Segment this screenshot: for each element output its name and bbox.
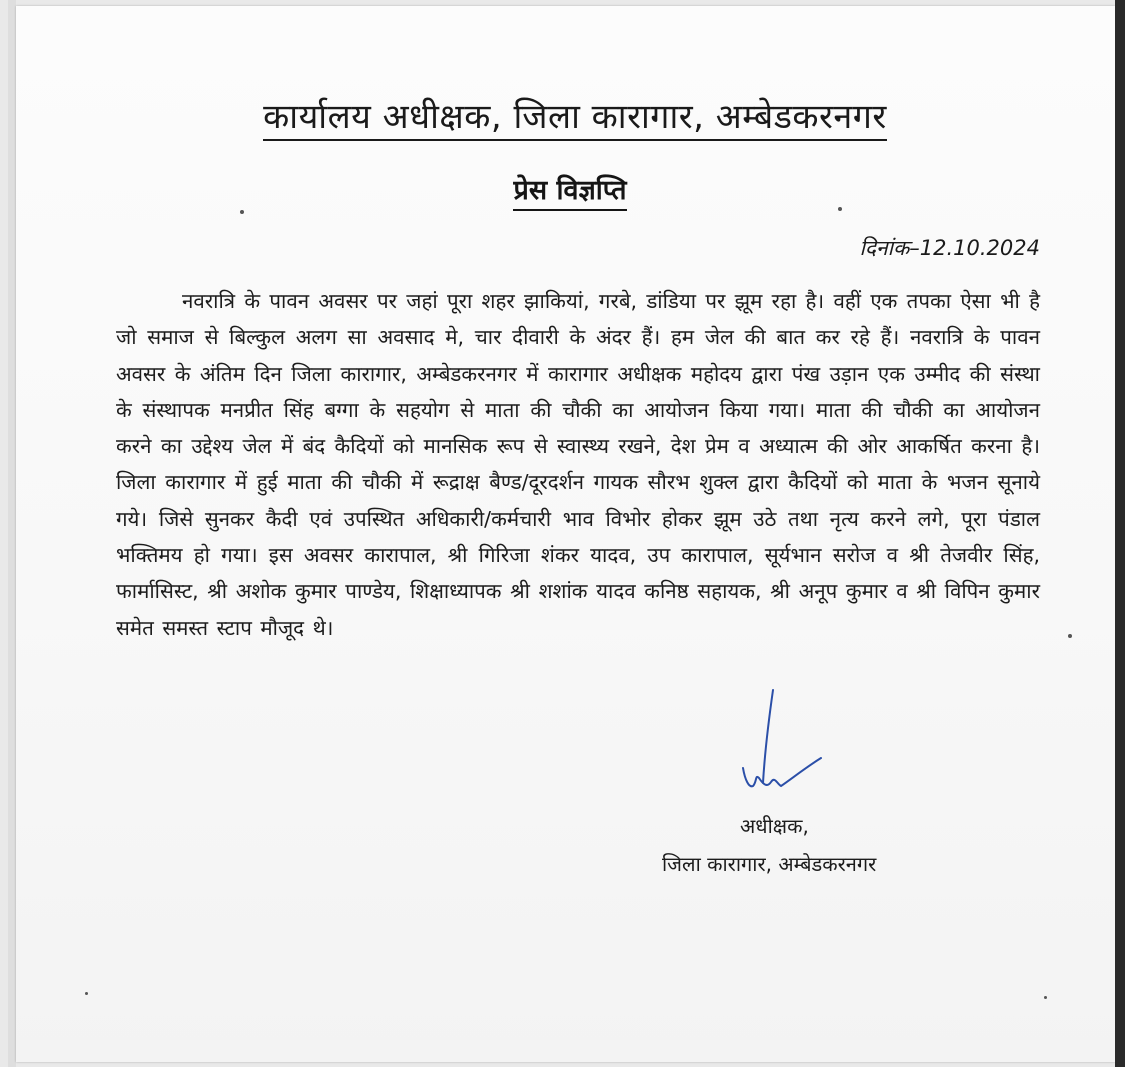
press-release-title-text: प्रेस विज्ञप्ति xyxy=(513,175,626,211)
press-release-title xyxy=(0,170,1125,207)
signatory-office: जिला कारागार, अम्बेडकरनगर xyxy=(662,852,877,876)
paper-speck xyxy=(838,207,842,211)
document-date: दिनांक–12.10.2024 xyxy=(859,236,1040,260)
press-release-body: नवरात्रि के पावन अवसर पर जहां पूरा शहर झाकियां, गरबे, डांडिया पर झूम रहा है। वहीं एक तपका ऐसा भी है जो समाज से बिल्कुल अलग सा अवसाद मे, चार दीवारी के अंदर हैं। हम जेल की बात कर रहे हैं। नवरात्रि के पावन अवसर के अंतिम दिन जिला कारागार, अम्बेडकरनगर में कारागार अधीक्षक महोदय द्वारा पंख उड़ान एक उम्मीद की संस्था के संस्थापक मनप्रीत सिंह बग्गा के सहयोग से माता की चौकी का आयोजन किया गया। माता की चौकी का आयोजन करने का उद्देश्य जेल में बंद कैदियों को मानसिक रूप से स्वास्थ्य रखने, देश प्रेम व अध्यात्म की ओर आकर्षित करना है। जिला कारागार में हुई माता की चौकी में रूद्राक्ष बैण्ड/दूरदर्शन गायक सौरभ शुक्ल द्वारा कैदियों को माता के भजन सूनाये गये। जिसे सुनकर कैदी एवं उपस्थित अधिकारी/कर्मचारी भाव विभोर होकर झूम उठे तथा नृत्य करने लगे, पूरा पंडाल भक्तिमय हो गया। इस अवसर कारापाल, श्री गिरिजा शंकर यादव, उप कारापाल, सूर्यभान सरोज व श्री तेजवीर सिंह, फार्मासिस्ट, श्री अशोक कुमार पाण्डेय, शिक्षाध्यापक श्री शशांक यादव कनिष्ठ सहायक, श्री अनूप कुमार व श्री विपिन कुमार समेत समस्त स्टाप मौजूद थे। xyxy=(116,289,1040,640)
paper-speck xyxy=(85,992,88,995)
paper-speck xyxy=(1068,634,1072,638)
signatory-title: अधीक्षक, xyxy=(740,814,809,838)
handwritten-signature xyxy=(735,688,835,818)
background-strip xyxy=(8,0,16,1067)
office-title xyxy=(0,92,1125,138)
window-edge xyxy=(1115,0,1125,1067)
paper-speck xyxy=(1044,996,1047,999)
office-title-text: कार्यालय अधीक्षक, जिला कारागार, अम्बेडकरनगर xyxy=(263,97,887,141)
paper-speck xyxy=(240,210,244,214)
